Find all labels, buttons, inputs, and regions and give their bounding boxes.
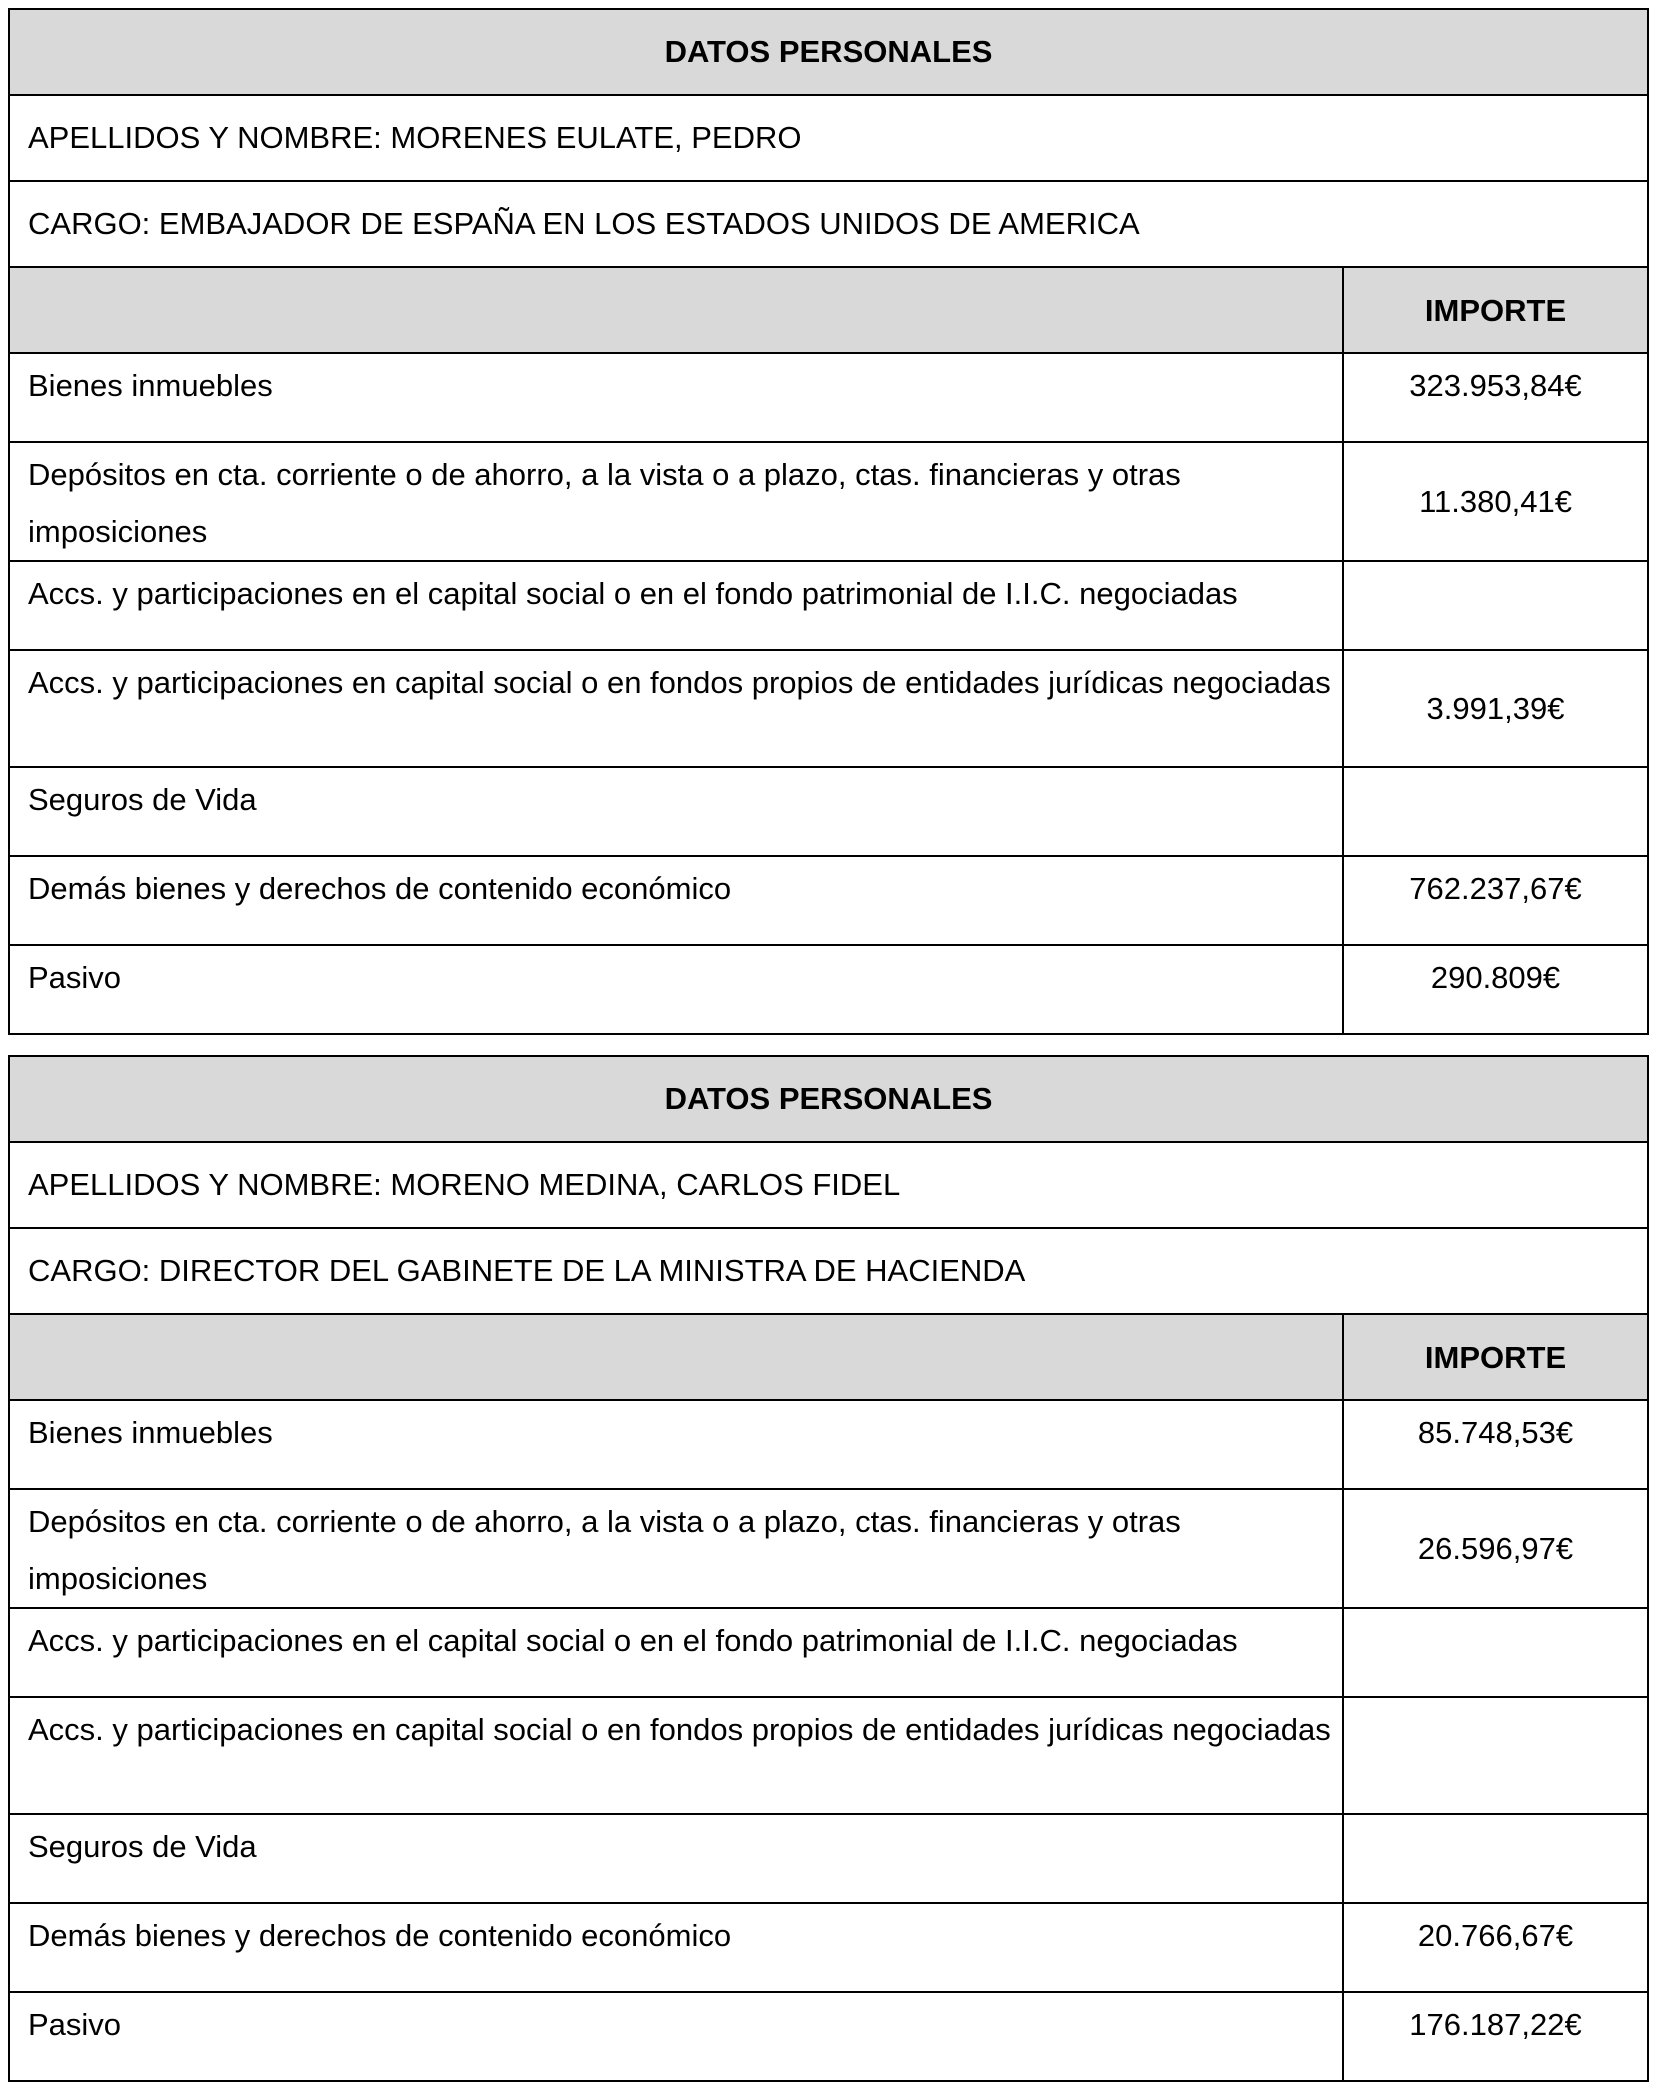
table-row (9, 1400, 1648, 1489)
table-row (9, 856, 1648, 945)
amount-cell (1343, 1608, 1648, 1697)
concept-cell: Depósitos en cta. corriente o de ahorro, a la vista o a plazo, ctas. financieras y otras imposiciones (9, 442, 1343, 561)
table-row (9, 650, 1648, 767)
amount-cell (1343, 767, 1648, 856)
concept-header-cell (9, 1314, 1343, 1400)
importe-header: IMPORTE (1343, 1314, 1648, 1400)
table-row (9, 1992, 1648, 2081)
concept-cell: Demás bienes y derechos de contenido económico (9, 1903, 1343, 1992)
amount-cell: 11.380,41€ (1343, 442, 1648, 561)
concept-cell: Accs. y participaciones en el capital social o en el fondo patrimonial de I.I.C. negociadas (9, 1608, 1343, 1697)
heading-row (9, 1056, 1648, 1142)
position-title: CARGO: DIRECTOR DEL GABINETE DE LA MINISTRA DE HACIENDA (9, 1228, 1648, 1314)
concept-cell: Accs. y participaciones en capital social o en fondos propios de entidades jurídicas negociadas (9, 650, 1343, 767)
declaration-table (8, 8, 1649, 1035)
position-title: CARGO: EMBAJADOR DE ESPAÑA EN LOS ESTADOS UNIDOS DE AMERICA (9, 181, 1648, 267)
cargo-row (9, 181, 1648, 267)
declaration-table (8, 1055, 1649, 2082)
table-row (9, 442, 1648, 561)
heading-row (9, 9, 1648, 95)
importe-header: IMPORTE (1343, 267, 1648, 353)
amount-cell (1343, 1697, 1648, 1814)
table-row (9, 1814, 1648, 1903)
table-row (9, 767, 1648, 856)
section-heading: DATOS PERSONALES (9, 9, 1648, 95)
full-name: APELLIDOS Y NOMBRE: MORENO MEDINA, CARLOS FIDEL (9, 1142, 1648, 1228)
concept-cell: Seguros de Vida (9, 1814, 1343, 1903)
table-row (9, 1697, 1648, 1814)
concept-cell: Depósitos en cta. corriente o de ahorro, a la vista o a plazo, ctas. financieras y otras imposiciones (9, 1489, 1343, 1608)
table-row (9, 353, 1648, 442)
table-row (9, 561, 1648, 650)
concept-cell: Bienes inmuebles (9, 1400, 1343, 1489)
amount-cell: 20.766,67€ (1343, 1903, 1648, 1992)
amount-cell: 3.991,39€ (1343, 650, 1648, 767)
table-row (9, 1489, 1648, 1608)
concept-cell: Seguros de Vida (9, 767, 1343, 856)
amount-cell: 323.953,84€ (1343, 353, 1648, 442)
name-row (9, 1142, 1648, 1228)
amount-cell (1343, 561, 1648, 650)
concept-cell: Accs. y participaciones en capital social o en fondos propios de entidades jurídicas negociadas (9, 1697, 1343, 1814)
table-row (9, 1903, 1648, 1992)
concept-cell: Accs. y participaciones en el capital social o en el fondo patrimonial de I.I.C. negociadas (9, 561, 1343, 650)
amount-cell: 176.187,22€ (1343, 1992, 1648, 2081)
cargo-row (9, 1228, 1648, 1314)
column-header-row (9, 1314, 1648, 1400)
name-row (9, 95, 1648, 181)
amount-cell: 85.748,53€ (1343, 1400, 1648, 1489)
table-row (9, 945, 1648, 1034)
amount-cell: 762.237,67€ (1343, 856, 1648, 945)
concept-cell: Bienes inmuebles (9, 353, 1343, 442)
amount-cell (1343, 1814, 1648, 1903)
full-name: APELLIDOS Y NOMBRE: MORENES EULATE, PEDRO (9, 95, 1648, 181)
table-row (9, 1608, 1648, 1697)
section-heading: DATOS PERSONALES (9, 1056, 1648, 1142)
amount-cell: 26.596,97€ (1343, 1489, 1648, 1608)
column-header-row (9, 267, 1648, 353)
concept-cell: Pasivo (9, 945, 1343, 1034)
concept-header-cell (9, 267, 1343, 353)
amount-cell: 290.809€ (1343, 945, 1648, 1034)
concept-cell: Pasivo (9, 1992, 1343, 2081)
concept-cell: Demás bienes y derechos de contenido económico (9, 856, 1343, 945)
